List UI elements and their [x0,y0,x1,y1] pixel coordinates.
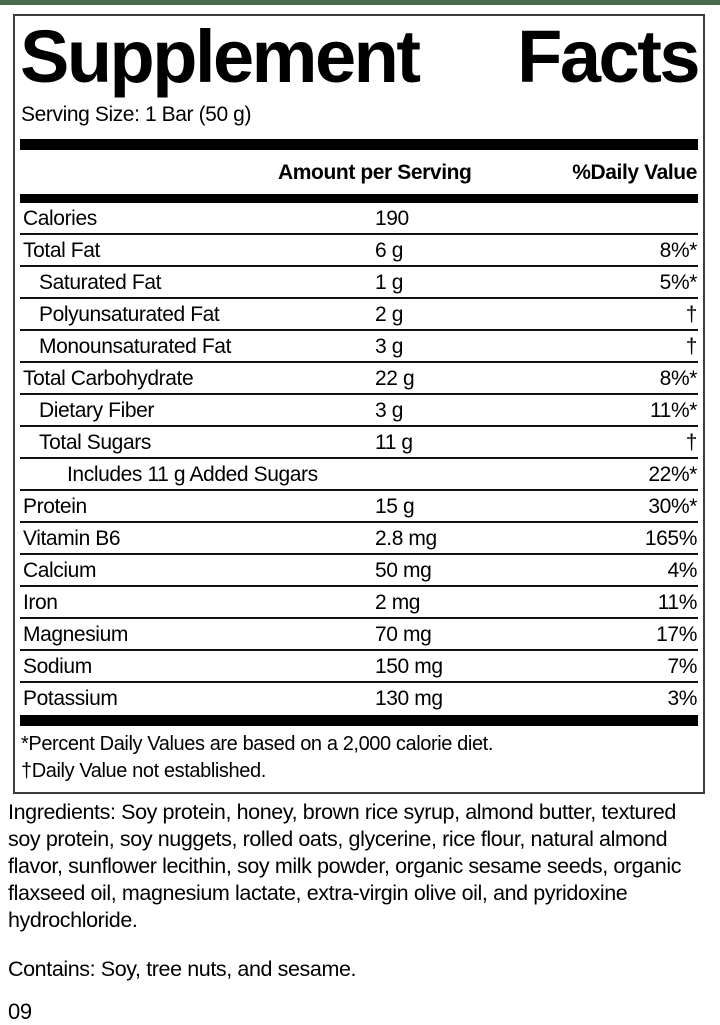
row-amount: 2 g [375,303,403,326]
table-row [20,299,698,331]
row-label: Calories [23,207,97,230]
serving-size-text: Serving Size: 1 Bar (50 g) [21,103,252,126]
column-header-amount: Amount per Serving [278,161,472,184]
table-row [20,555,698,587]
footnote-daily-values: *Percent Daily Values are based on a 2,000 calorie diet. [21,733,493,755]
row-daily-value: † [685,335,697,358]
column-header-row [20,150,698,194]
row-amount: 150 mg [375,655,443,678]
supplement-facts-panel [13,14,705,794]
row-label: Magnesium [23,623,128,646]
row-amount: 11 g [375,431,413,454]
table-row [20,587,698,619]
row-daily-value: 5%* [659,271,697,294]
row-label: Vitamin B6 [23,527,121,550]
row-amount: 6 g [375,239,403,262]
below-panel-text [8,799,713,1025]
row-amount: 3 g [375,399,403,422]
divider-thick-under-header [20,194,698,203]
panel-title: Supplement Facts [20,15,698,98]
divider-thick-bottom [20,715,698,726]
facts-rows [20,203,698,715]
column-header-daily-value: %Daily Value [572,161,697,184]
row-label: Total Sugars [39,431,151,454]
row-daily-value: 30%* [648,495,697,518]
row-amount: 22 g [375,367,415,390]
row-daily-value: 8%* [659,367,697,390]
row-daily-value: 22%* [648,463,697,486]
row-daily-value: 165% [644,527,697,550]
row-amount: 3 g [375,335,403,358]
contains-text: Contains: Soy, tree nuts, and sesame. [8,957,357,981]
row-label: Protein [23,495,87,518]
footer-code: 09 [8,999,32,1024]
table-row [20,203,698,235]
table-row [20,619,698,651]
row-label: Monounsaturated Fat [39,335,232,358]
table-row [20,523,698,555]
row-daily-value: 11%* [649,399,697,422]
row-daily-value: † [685,303,697,326]
row-label: Includes 11 g Added Sugars [67,463,318,486]
table-row [20,331,698,363]
row-daily-value: † [685,431,697,454]
table-row [20,427,698,459]
row-label: Saturated Fat [39,271,162,294]
row-daily-value: 8%* [659,239,697,262]
row-amount: 1 g [375,271,403,294]
footnotes [20,726,698,792]
row-label: Sodium [23,655,92,678]
table-row [20,459,698,491]
row-daily-value: 7% [667,655,697,678]
row-amount: 190 [375,207,409,230]
row-label: Total Carbohydrate [23,367,194,390]
row-label: Polyunsaturated Fat [39,303,220,326]
table-row [20,363,698,395]
row-amount: 70 mg [375,623,432,646]
ingredients-text: Ingredients: Soy protein, honey, brown rice syrup, almond butter, textured soy protein, soy nuggets, rolled oats, glycerine, rice flour, natural almond flavor, sunflower lecithin, soy milk powder, organic sesame seeds, organic flaxseed oil, magnesium lactate, extra-virgin olive oil, and pyridoxine hydrochloride. [8,800,682,932]
row-amount: 2.8 mg [375,527,437,550]
row-amount: 50 mg [375,559,432,582]
row-amount: 130 mg [375,687,443,710]
divider-thick-top [20,139,698,150]
footnote-dagger: †Daily Value not established. [21,760,266,782]
row-label: Calcium [23,559,97,582]
row-daily-value: 4% [667,559,697,582]
row-daily-value: 17% [656,623,697,646]
row-daily-value: 3% [667,687,697,710]
table-row [20,651,698,683]
table-row [20,235,698,267]
top-accent-strip [0,0,720,5]
row-amount: 15 g [375,495,415,518]
row-label: Iron [23,591,58,614]
row-label: Total Fat [23,239,100,262]
row-amount: 2 mg [375,591,421,614]
table-row [20,683,698,715]
row-label: Dietary Fiber [39,399,154,422]
row-label: Potassium [23,687,118,710]
table-row [20,267,698,299]
table-row [20,491,698,523]
table-row [20,395,698,427]
row-daily-value: 11% [657,591,697,614]
